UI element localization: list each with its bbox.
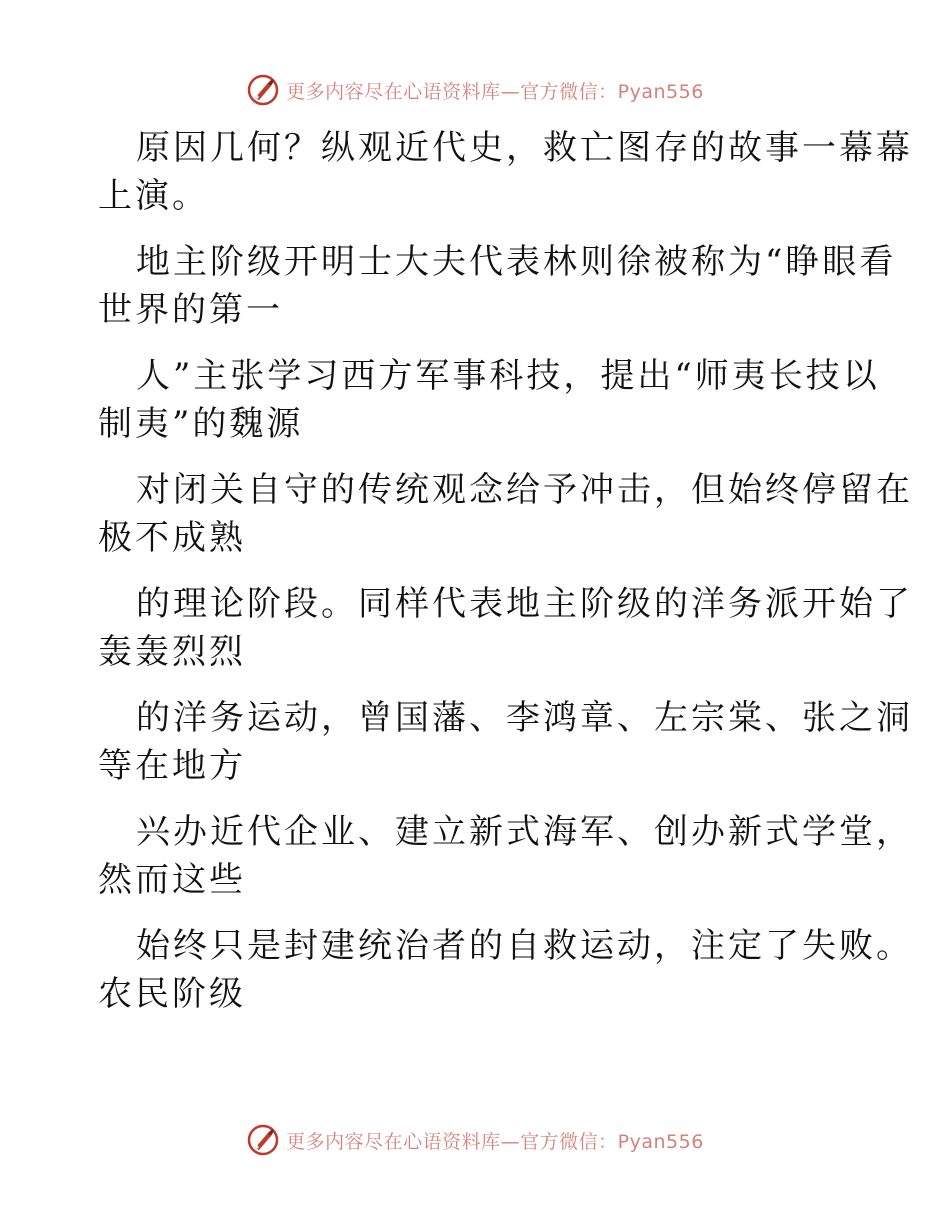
document-body <box>98 124 913 1018</box>
footer-banner-text: 更多内容尽在心语资料库—官方微信：Pyan556 <box>286 1130 704 1153</box>
text-line: 农民阶级 <box>98 974 246 1014</box>
header-banner-text: 更多内容尽在心语资料库—官方微信：Pyan556 <box>286 80 704 103</box>
text-line: 地主阶级开明士大夫代表林则徐被称为“睁眼看 <box>136 242 897 282</box>
text-line: 极不成熟 <box>98 518 246 558</box>
pen-nib-logo-icon <box>246 1123 280 1157</box>
text-line: 的理论阶段。同样代表地主阶级的洋务派开始了 <box>136 584 913 624</box>
text-line: 等在地方 <box>98 746 246 786</box>
text-line: 人”主张学习西方军事科技，提出“师夷长技以 <box>136 356 880 396</box>
text-line: 轰轰烈烈 <box>98 632 246 672</box>
text-line: 上演。 <box>98 176 209 216</box>
footer-banner <box>0 1120 950 1160</box>
pen-nib-logo-icon <box>246 73 280 107</box>
text-line: 的洋务运动，曾国藩、李鸿章、左宗棠、张之洞 <box>136 698 913 738</box>
text-line: 对闭关自守的传统观念给予冲击，但始终停留在 <box>136 470 913 510</box>
header-banner <box>0 70 950 110</box>
text-line: 世界的第一 <box>98 290 283 330</box>
text-line: 然而这些 <box>98 860 246 900</box>
text-line: 制夷”的魏源 <box>98 404 304 444</box>
text-line: 兴办近代企业、建立新式海军、创办新式学堂， <box>136 812 913 852</box>
text-line: 始终只是封建统治者的自救运动，注定了失败。 <box>136 926 913 966</box>
text-line: 原因几何？纵观近代史，救亡图存的故事一幕幕 <box>136 128 913 168</box>
